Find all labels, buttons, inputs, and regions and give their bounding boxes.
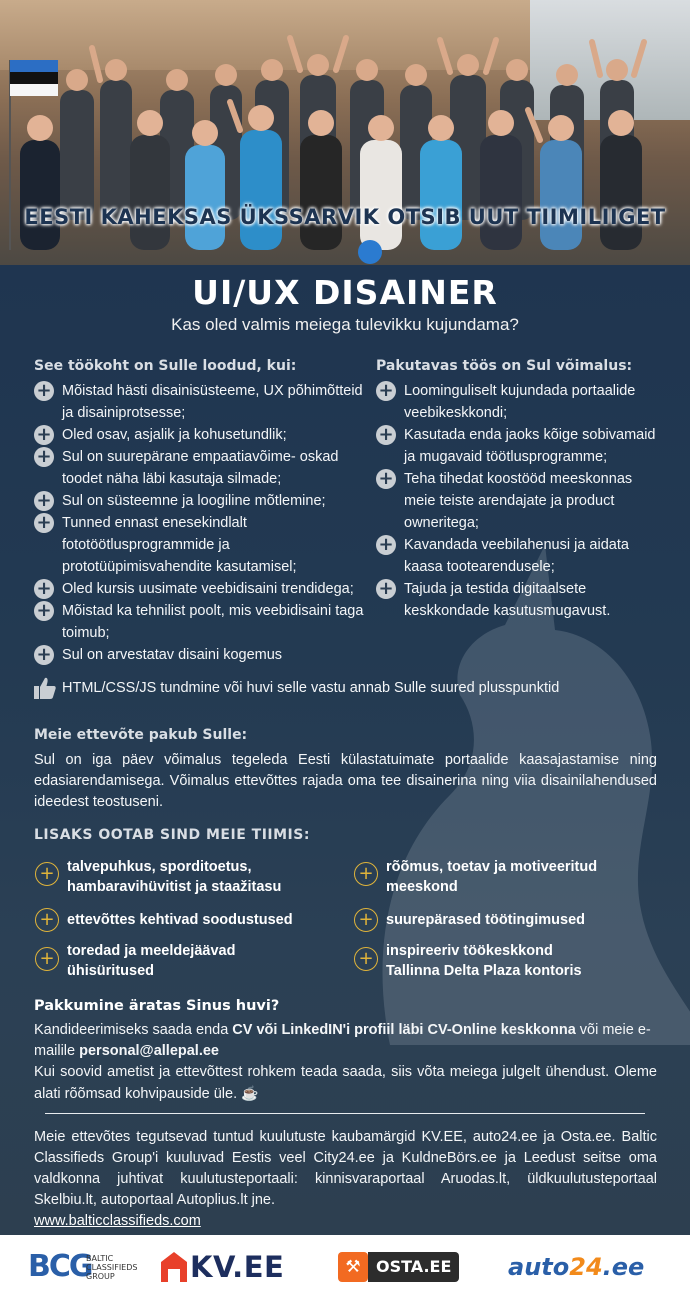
bcg-logo[interactable]: BCG BALTIC CLASSIFIEDS GROUP xyxy=(28,1249,138,1284)
plus-circle-icon: + xyxy=(354,908,378,932)
plus-icon: + xyxy=(34,645,54,665)
list-item: + Loominguliselt kujundada portaalide veebikeskkondi; xyxy=(376,380,656,424)
website-link[interactable]: www.balticclassifieds.com xyxy=(34,1213,201,1229)
plus-circle-icon: + xyxy=(35,908,59,932)
apply-text: Kandideerimiseks saada enda CV või LinkedIN'i profiil läbi CV-Online keskkonna või meie e-mailile personal@allepal.ee xyxy=(34,1022,651,1059)
website-row xyxy=(34,1211,657,1232)
plus-circle-icon: + xyxy=(35,947,59,971)
auto24-logo[interactable]: auto24.ee xyxy=(508,1253,645,1281)
osta-logo[interactable]: ⚒ OSTA.EE xyxy=(338,1252,474,1282)
plus-icon: + xyxy=(34,447,54,467)
list-item: + Kavandada veebilahenusi ja aidata kaasa tootearendusele; xyxy=(376,534,656,578)
kv-logo[interactable]: KV.EE xyxy=(160,1249,300,1285)
house-icon xyxy=(160,1251,188,1283)
email-link[interactable]: personal@allepal.ee xyxy=(79,1043,219,1059)
team-benefits-heading: LISAKS OOTAB SIND MEIE TIIMIS: xyxy=(34,827,310,843)
hero-headline: EESTI KAHEKSAS ÜKSSARVIK OTSIB UUT TIIMILIIGET xyxy=(24,205,666,229)
job-subtitle: Kas oled valmis meiega tulevikku kujundama? xyxy=(171,315,519,334)
list-item: + Sul on suurepärane empaatiavõime- oskad toodet näha läbi kasutaja silmade; xyxy=(34,446,374,490)
content-panel: UI/UX DISAINER Kas oled valmis meiega tulevikku kujundama? See töökoht on Sulle loodud, kui: + Mõistad hästi disainisüsteeme, UX põhimõtteid ja disainiprotsesse; + Oled osav, asjalik ja kohusetundlik; + Sul on suurepärane empaatiavõime- oskad toodet näha läbi kasutaja silmade; + Sul on süsteemne ja loogiline mõtlemine; + Tunned ennast enesekindlalt fototöötlusprogrammide ja prototüüpimisvahendite kasutamisel; + Oled kursis uusimate veebidisaini trendidega; + Mõistad ka tehnilist poolt, mis veebidisaini taga toimub; + Sul on arvestatav disaini kogemus Pakutavas töös on Sul võimalus: + Loominguliselt kujundada portaalide veebikeskkondi; + Kasutada enda jaoks kõige sobivamaid ja mugavaid töötlusprogramme; + Teha tihedat koostööd meeskonnas meie teiste arendajate ja product owneritega; + Kavandada veebilahenusi ja aidata kaasa tootearendusele; + Tajuda ja testida digitaalsete keskkondade kasutusmugavust. HTML/CSS/JS tundmine või huvi selle vastu annab Sulle suured plusspunktid Meie ettevõte pakub Sulle: Sul on iga päev võimalus tegeleda Eesti külastatuimate portaalide kaasajastamise ning edasiarendamisega. Võimalus ettevõttes rajada oma tee disainerina ning viia disainilahendused ideedest teostuseni. LISAKS OOTAB SIND MEIE TIIMIS: + talvepuhkus, sporditoetus, hambaravihüvitist ja staažitasu + rõõmus, toetav ja motiveeritud meeskond + ettevõttes kehtivad soodustused + suurepärased töötingimused + toredad ja meeldejäävad ühisüritused + inspireeriv töökeskkond Tallinna Delta Plaza kontoris Pakkumine äratas Sinus huvi? Kandideerimiseks saada enda CV või LinkedIN'i profiil läbi CV-Online keskkonna või meie e-mailile personal@allepal.ee Kui soovid ametist ja ettevõttest rohkem teada saada, siis võta meiega julgelt ühendust. Oleme alati rõõmsad kohvipauside üle. ☕ Meie ettevõtes tegutsevad tuntud kuulutuste kaubamärgid KV.EE, auto24.ee ja Osta.ee. Baltic Classifieds Group'i kuuluvad Eestis veel City24.ee ja KuldneBörs.ee ja Leedust seitse oma valdkonna juhtivat kuulutusteportaali: kinnisvaraportaal Aruodas.lt, üldkuulutusteportaal Skelbiu.lt, autoportaal Autoplius.lt jne. www.balticclassifieds.com xyxy=(0,265,690,1235)
requirements-list xyxy=(34,380,374,666)
opportunities-heading: Pakutavas töös on Sul võimalus: xyxy=(376,358,633,374)
list-item: + Mõistad hästi disainisüsteeme, UX põhimõtteid ja disainiprotsesse; xyxy=(34,380,374,424)
plus-circle-icon: + xyxy=(354,862,378,886)
requirements-heading: See töökoht on Sulle loodud, kui: xyxy=(34,358,297,374)
list-item: + Sul on arvestatav disaini kogemus xyxy=(34,644,374,666)
cv-online-link[interactable]: CV või LinkedIN'i profiil läbi CV-Online keskkonna xyxy=(232,1022,576,1038)
plus-icon: + xyxy=(34,579,54,599)
job-title: UI/UX DISAINER xyxy=(192,273,498,312)
plus-icon: + xyxy=(376,579,396,599)
plus-icon: + xyxy=(34,601,54,621)
thumbs-up-icon xyxy=(34,676,56,700)
plus-icon: + xyxy=(34,491,54,511)
plus-icon: + xyxy=(376,535,396,555)
list-item: + Teha tihedat koostööd meeskonnas meie teiste arendajate ja product owneritega; xyxy=(376,468,656,534)
plus-icon: + xyxy=(34,425,54,445)
plus-icon: + xyxy=(34,381,54,401)
hammer-icon: ⚒ xyxy=(338,1252,368,1282)
bonus-note-text: HTML/CSS/JS tundmine või huvi selle vastu annab Sulle suured plusspunktid xyxy=(62,680,560,696)
plus-icon: + xyxy=(376,381,396,401)
list-item: + Oled kursis uusimate veebidisaini trendidega; xyxy=(34,578,374,600)
list-item: + Sul on süsteemne ja loogiline mõtlemine; xyxy=(34,490,374,512)
list-item: + Tajuda ja testida digitaalsete keskkondade kasutusmugavust. xyxy=(376,578,656,622)
plus-icon: + xyxy=(376,425,396,445)
list-item: + Mõistad ka tehnilist poolt, mis veebidisaini taga toimub; xyxy=(34,600,374,644)
list-item: + Kasutada enda jaoks kõige sobivamaid ja mugavaid töötlusprogramme; xyxy=(376,424,656,468)
company-offer-text: Sul on iga päev võimalus tegeleda Eesti külastatuimate portaalide kaasajastamise ning edasiarendamisega. Võimalus ettevõttes rajada oma tee disainerina ning viia disainilahendused ideedest teostuseni. xyxy=(34,752,657,810)
company-offer-heading: Meie ettevõte pakub Sulle: xyxy=(34,727,248,743)
about-text: Meie ettevõtes tegutsevad tuntud kuulutuste kaubamärgid KV.EE, auto24.ee ja Osta.ee. Baltic Classifieds Group'i kuuluvad Eestis veel City24.ee ja KuldneBörs.ee ja Leedust seitse oma valdkonna juhtivat kuulutusteportaali: kinnisvaraportaal Aruodas.lt, üldkuulutusteportaal Skelbiu.lt, autoportaal Autoplius.lt jne. xyxy=(34,1129,657,1208)
coffee-icon: ☕ xyxy=(241,1085,259,1101)
plus-circle-icon: + xyxy=(354,947,378,971)
contact-text: Kui soovid ametist ja ettevõttest rohkem teada saada, siis võta meiega julgelt ühendust. Oleme alati rõõmsad kohvipauside üle. ☕ xyxy=(34,1064,657,1102)
plus-icon: + xyxy=(376,469,396,489)
apply-heading: Pakkumine äratas Sinus huvi? xyxy=(34,998,280,1014)
divider xyxy=(45,1113,645,1114)
list-item: + Tunned ennast enesekindlalt fototöötlusprogrammide ja prototüüpimisvahendite kasutamisel; xyxy=(34,512,374,578)
list-item: + Oled osav, asjalik ja kohusetundlik; xyxy=(34,424,374,446)
team-photo xyxy=(0,0,690,265)
plus-icon: + xyxy=(34,513,54,533)
plus-circle-icon: + xyxy=(35,862,59,886)
brand-logos xyxy=(0,1235,690,1300)
opportunities-list xyxy=(376,380,656,622)
